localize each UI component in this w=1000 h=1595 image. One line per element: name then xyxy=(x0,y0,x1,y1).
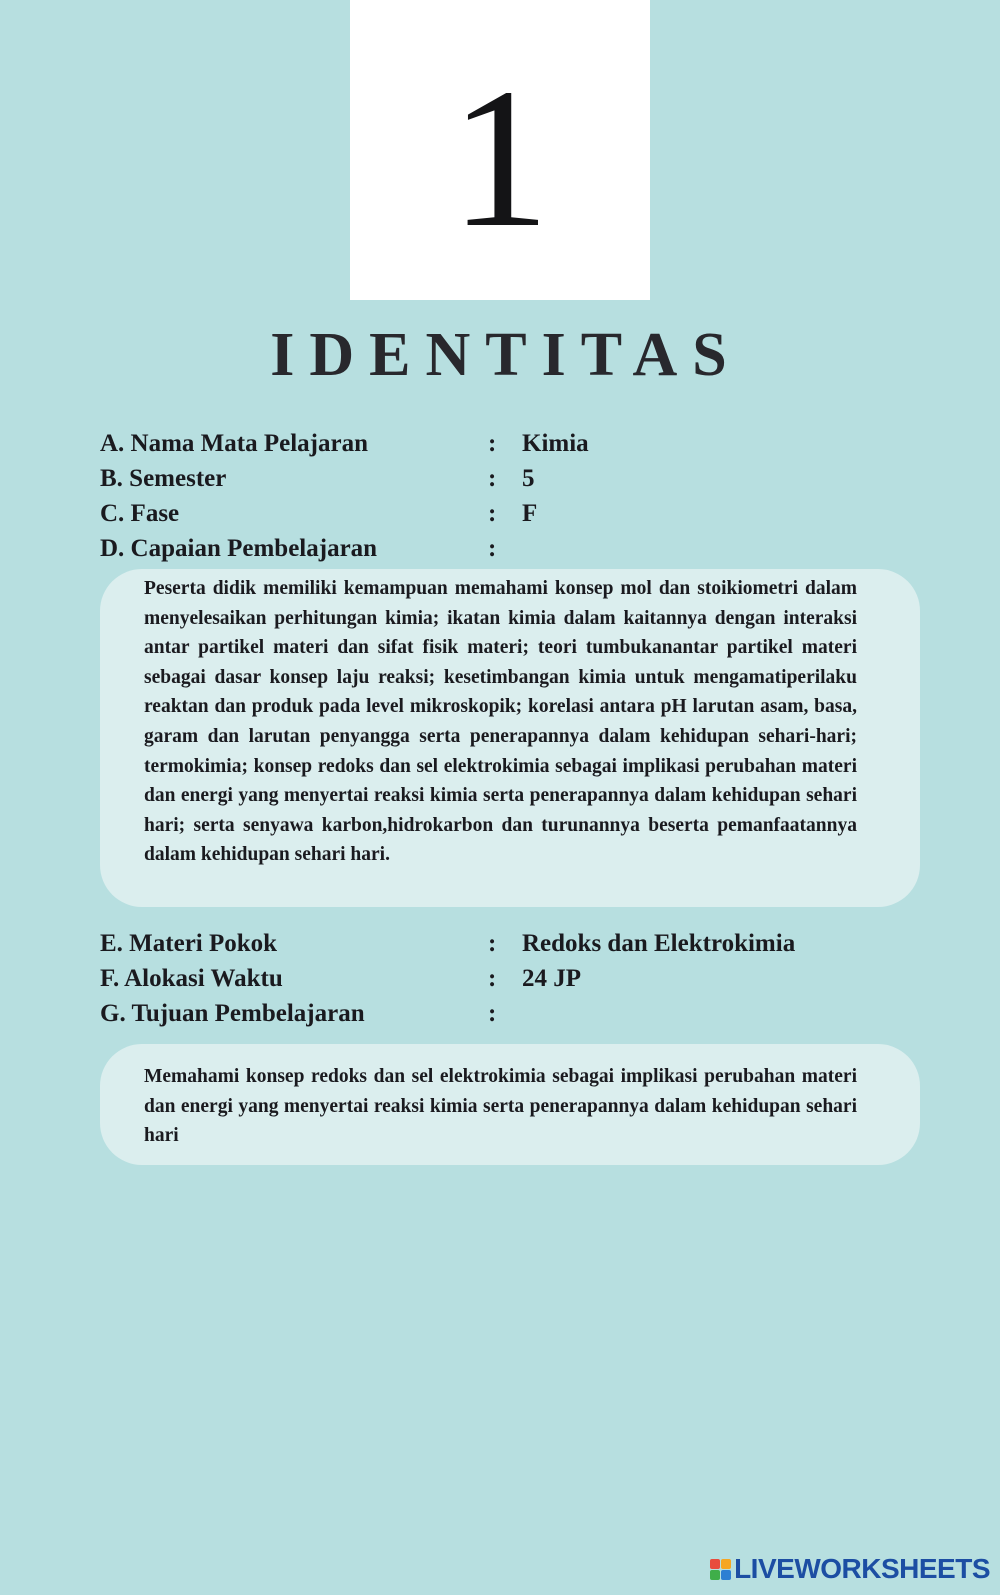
field-label: A. Nama Mata Pelajaran xyxy=(100,430,368,457)
logo-text: LIVEWORKSHEETS xyxy=(734,1553,990,1584)
field-label: C. Fase xyxy=(100,500,180,527)
field-row-fase xyxy=(100,500,900,534)
field-colon: : xyxy=(488,465,497,492)
tujuan-pembelajaran-box xyxy=(100,1044,920,1165)
logo-square-l xyxy=(710,1559,720,1569)
field-row-materi-pokok xyxy=(100,930,900,964)
field-colon: : xyxy=(488,1000,497,1027)
logo-icon xyxy=(710,1559,731,1580)
field-value: Redoks dan Elektrokimia xyxy=(522,930,796,957)
field-row-tujuan-pembelajaran xyxy=(100,1000,900,1034)
field-row-alokasi-waktu xyxy=(100,965,900,999)
field-row-nama-mata-pelajaran xyxy=(100,430,900,464)
field-colon: : xyxy=(488,535,497,562)
field-colon: : xyxy=(488,930,497,957)
page-title: IDENTITAS xyxy=(270,321,742,389)
field-colon: : xyxy=(488,430,497,457)
field-value: 5 xyxy=(522,465,535,492)
field-colon: : xyxy=(488,965,497,992)
capaian-pembelajaran-box xyxy=(100,569,920,907)
field-value: Kimia xyxy=(522,430,589,457)
field-label: F. Alokasi Waktu xyxy=(100,965,283,992)
logo-square-v xyxy=(710,1570,720,1580)
field-label: G. Tujuan Pembelajaran xyxy=(100,1000,365,1027)
chapter-number: 1 xyxy=(450,48,550,269)
field-label: E. Materi Pokok xyxy=(100,930,278,957)
field-value: F xyxy=(522,500,538,527)
logo-square-e xyxy=(721,1570,731,1580)
chapter-number-card xyxy=(350,0,650,300)
field-value: 24 JP xyxy=(522,965,582,992)
capaian-pembelajaran-text: Peserta didik memiliki kemampuan memahami konsep mol dan stoikiometri dalam menyelesaikan perhitungan kimia; ikatan kimia dalam kaitannya dengan interaksi antar partikel materi dan sifat fisik materi; teori tumbukanantar partikel materi sebagai dasar konsep laju reaksi; kesetimbangan kimia untuk mengamatiperilaku reaktan dan produk pada level mikroskopik; korelasi antara pH larutan asam, basa, garam dan larutan penyangga serta penerapannya dalam kehidupan sehari-hari; termokimia; konsep redoks dan sel elektrokimia sebagai implikasi perubahan materi dan energi yang menyertai reaksi kimia serta penerapannya dalam kehidupan sehari hari; serta senyawa karbon,hidrokarbon dan turunannya beserta pemanfaatannya dalam kehidupan sehari hari. xyxy=(144,578,857,866)
logo-square-i xyxy=(721,1559,731,1569)
field-label: B. Semester xyxy=(100,465,227,492)
field-row-capaian-pembelajaran xyxy=(100,535,900,569)
field-colon: : xyxy=(488,500,497,527)
field-row-semester xyxy=(100,465,900,499)
tujuan-pembelajaran-text: Memahami konsep redoks dan sel elektrokimia sebagai implikasi perubahan materi dan energi yang menyertai reaksi kimia serta penerapannya dalam kehidupan sehari hari xyxy=(144,1066,857,1147)
liveworksheets-logo[interactable] xyxy=(710,1553,990,1585)
field-label: D. Capaian Pembelajaran xyxy=(100,535,378,562)
